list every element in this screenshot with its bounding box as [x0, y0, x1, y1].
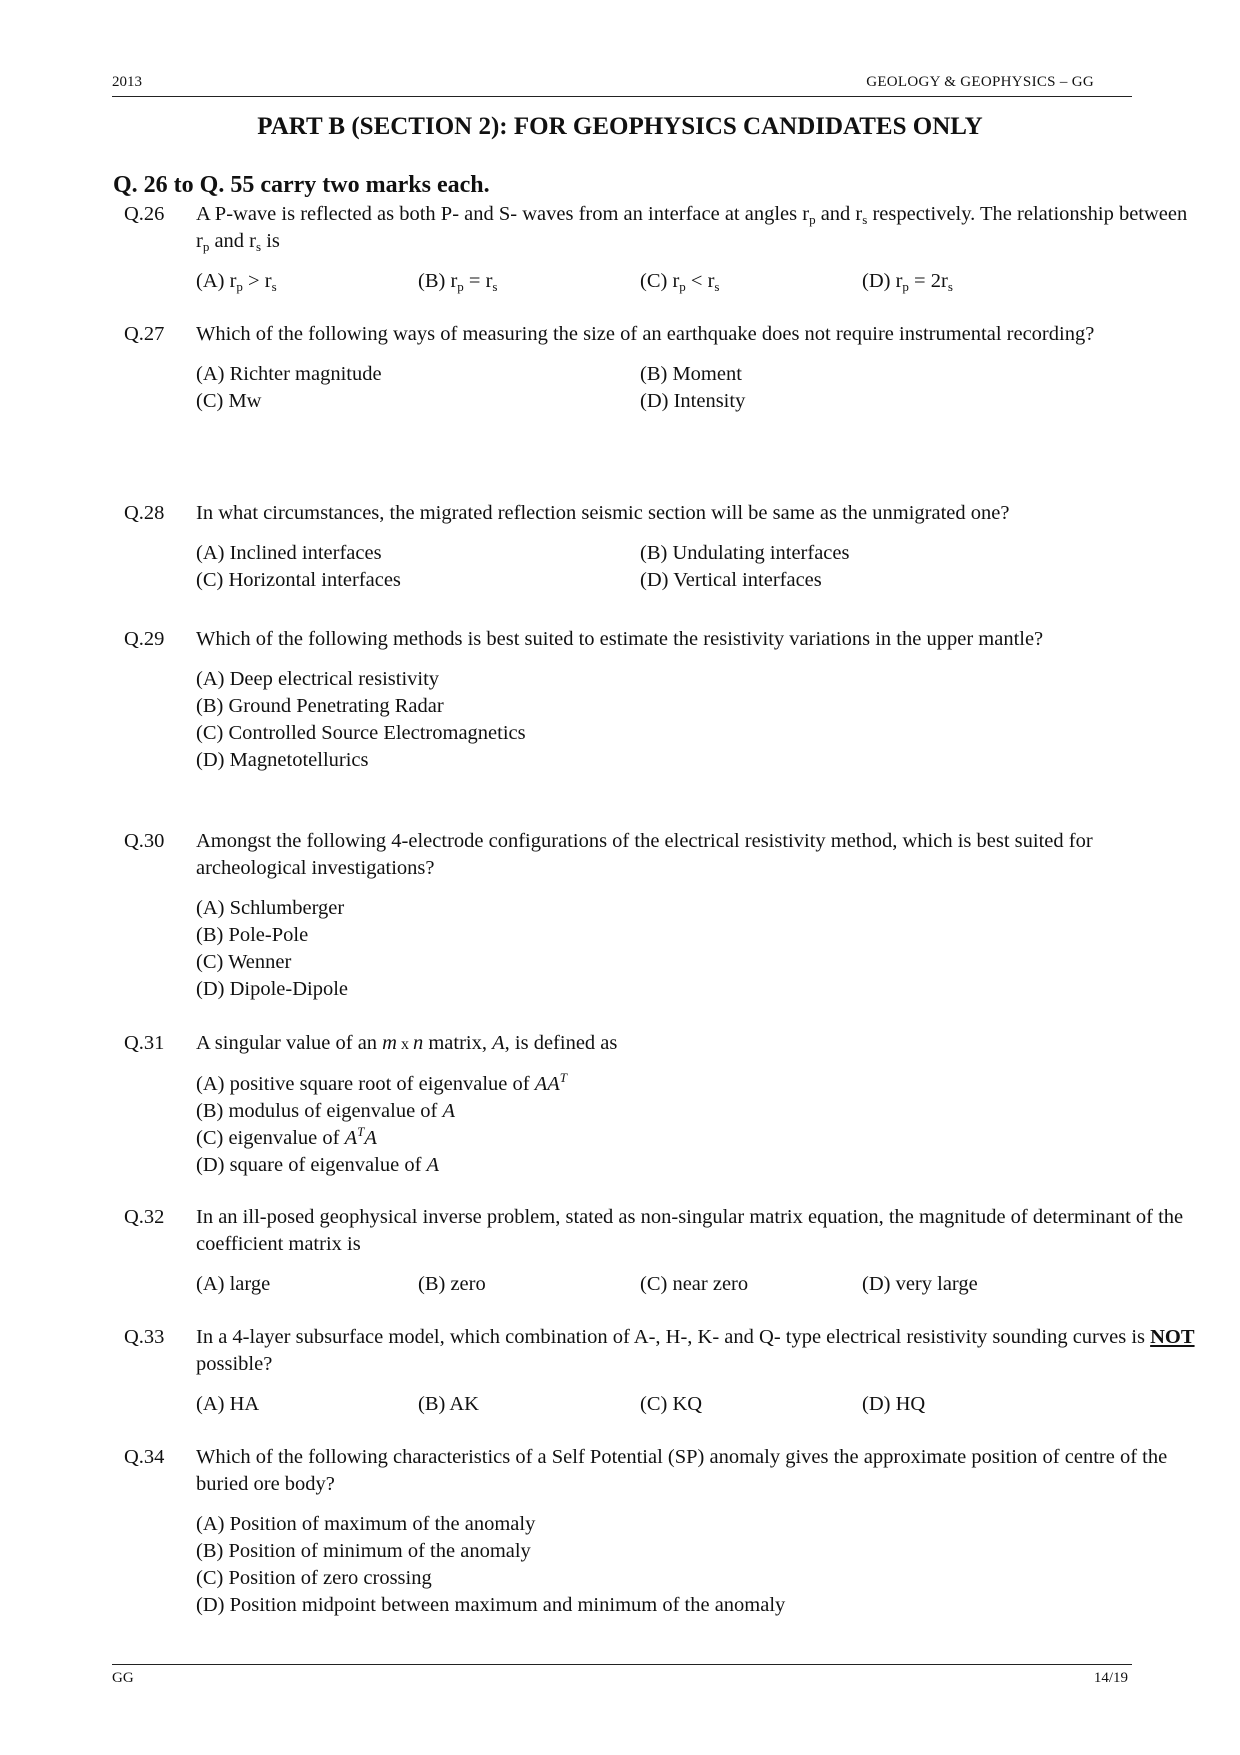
options: [196, 540, 1124, 594]
question-29: [124, 626, 1124, 774]
header-divider: [112, 96, 1132, 97]
question-number: Q.34: [124, 1446, 165, 1468]
question-text: In an ill-posed geophysical inverse problem, stated as non-singular matrix equation, the magnitude of determinant of the coefficient matrix is: [196, 1206, 1184, 1255]
option-a: (A) $r_p > r_s$: [196, 270, 277, 294]
option-a: (A) Inclined interfaces: [196, 542, 382, 564]
footer-code: GG: [112, 1670, 134, 1686]
footer-divider: [112, 1664, 1132, 1665]
option-d: (D) Intensity: [640, 390, 746, 412]
section-title: PART B (SECTION 2): FOR GEOPHYSICS CANDIDATES ONLY: [257, 113, 983, 140]
options: [196, 1511, 1124, 1619]
option-a: (A) Deep electrical resistivity: [196, 668, 440, 690]
option-c: (C) $r_p < r_s$: [640, 270, 720, 294]
question-28: [124, 500, 1124, 594]
option-d: (D) Magnetotellurics: [196, 749, 369, 771]
option-c: (C) Position of zero crossing: [196, 1567, 432, 1589]
option-b: (B) Undulating interfaces: [640, 542, 850, 564]
option-b: (B) AK: [418, 1393, 479, 1415]
option-a: (A) positive square root of eigenvalue of $AA^T$: [196, 1070, 567, 1095]
question-26: [124, 201, 1188, 295]
header-year: 2013: [112, 74, 142, 90]
option-c: (C) Mw: [196, 390, 262, 412]
option-c: (C) Horizontal interfaces: [196, 569, 401, 591]
option-d: (D) Vertical interfaces: [640, 569, 822, 591]
option-b: (B) Ground Penetrating Radar: [196, 695, 444, 717]
option-b: (B) Pole-Pole: [196, 924, 309, 946]
options: [196, 1391, 1124, 1418]
marks-note: Q. 26 to Q. 55 carry two marks each.: [113, 172, 490, 198]
question-number: Q.27: [124, 323, 165, 345]
question-number: Q.30: [124, 830, 165, 852]
option-b: (B) Position of minimum of the anomaly: [196, 1540, 531, 1562]
option-a: (A) Richter magnitude: [196, 363, 382, 385]
question-text: Which of the following characteristics of a Self Potential (SP) anomaly gives the approximate position of centre of the buried ore body?: [196, 1446, 1168, 1495]
question-33: [124, 1324, 1195, 1418]
options: [196, 1271, 1124, 1298]
question-number: Q.29: [124, 628, 165, 650]
option-c: (C) KQ: [640, 1393, 703, 1415]
question-text: A P-wave is reflected as both P- and S- waves from an interface at angles $r_p$ and $r_s$ respectively. The relationship between $r_p$ and $r_s$ is: [196, 203, 1188, 254]
question-34: [124, 1444, 1168, 1619]
option-d: (D) Dipole-Dipole: [196, 978, 348, 1000]
option-b: (B) modulus of eigenvalue of A: [196, 1100, 456, 1122]
option-d: (D) HQ: [862, 1393, 926, 1415]
question-number: Q.28: [124, 502, 165, 524]
option-b: (B) zero: [418, 1273, 486, 1295]
question-27: [124, 321, 1124, 415]
header-subject: GEOLOGY & GEOPHYSICS – GG: [866, 74, 1094, 90]
options: [196, 666, 1124, 774]
question-32: [124, 1204, 1184, 1298]
option-c: (C) eigenvalue of $A^TA$: [196, 1124, 377, 1149]
option-d: (D) Position midpoint between maximum and minimum of the anomaly: [196, 1594, 786, 1616]
question-number: Q.26: [124, 203, 165, 225]
option-d: (D) $r_p = 2r_s$: [862, 270, 953, 294]
option-d: (D) square of eigenvalue of A: [196, 1154, 440, 1176]
option-c: (C) near zero: [640, 1273, 749, 1295]
option-d: (D) very large: [862, 1273, 978, 1295]
question-number: Q.33: [124, 1326, 165, 1348]
option-a: (A) large: [196, 1273, 271, 1295]
question-number: Q.31: [124, 1032, 165, 1054]
question-text: In what circumstances, the migrated reflection seismic section will be same as the unmigrated one?: [196, 502, 1010, 524]
question-text: Which of the following ways of measuring the size of an earthquake does not require instrumental recording?: [196, 323, 1095, 345]
question-text: In a 4-layer subsurface model, which combination of A-, H-, K- and Q- type electrical resistivity sounding curves is NOT possible?: [196, 1326, 1195, 1375]
options: [196, 1071, 1124, 1179]
question-text: A singular value of an m x n matrix, A, is defined as: [196, 1032, 618, 1054]
option-a: (A) Schlumberger: [196, 897, 345, 919]
question-30: [124, 828, 1124, 1003]
page-number: 14/19: [1093, 1670, 1128, 1686]
options: [196, 268, 1124, 295]
question-text: Which of the following methods is best suited to estimate the resistivity variations in the upper mantle?: [196, 628, 1044, 650]
question-text: Amongst the following 4-electrode configurations of the electrical resistivity method, which is best suited for archeological investigations?: [196, 830, 1093, 879]
question-31: [124, 1030, 1124, 1179]
option-c: (C) Wenner: [196, 951, 292, 973]
option-b: (B) Moment: [640, 363, 742, 385]
question-number: Q.32: [124, 1206, 165, 1228]
option-c: (C) Controlled Source Electromagnetics: [196, 722, 526, 744]
option-b: (B) $r_p = r_s$: [418, 270, 498, 294]
options: [196, 361, 1124, 415]
option-a: (A) HA: [196, 1393, 260, 1415]
option-a: (A) Position of maximum of the anomaly: [196, 1513, 536, 1535]
options: [196, 895, 1124, 1003]
